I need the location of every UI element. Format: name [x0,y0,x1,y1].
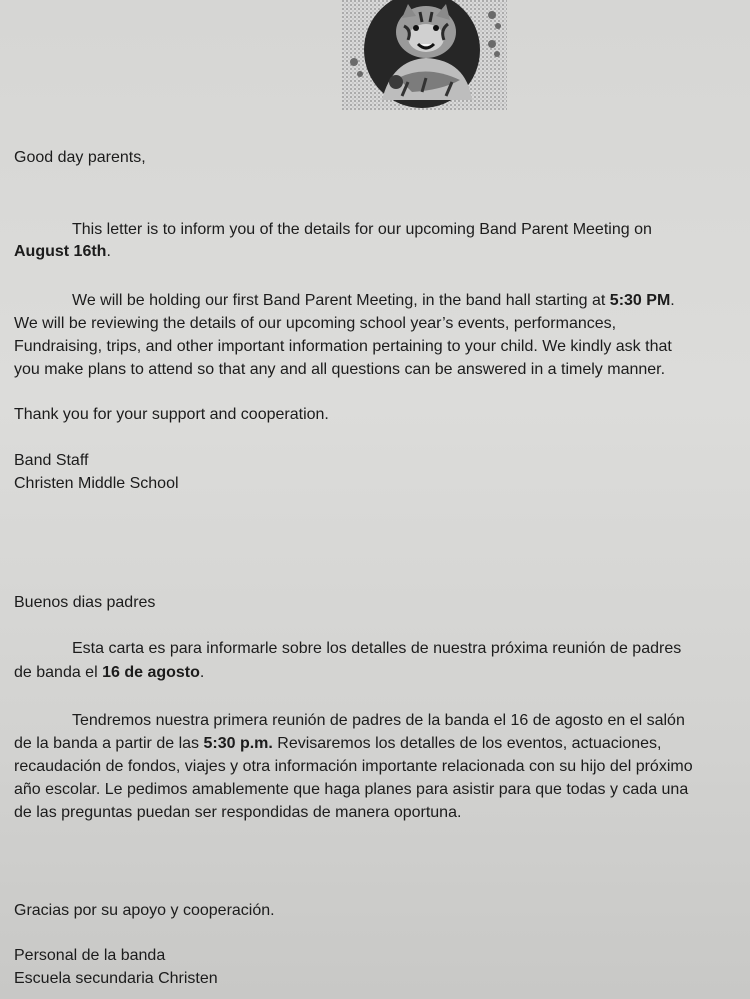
para1-en-line2 [14,242,111,262]
signature-en-line2: Christen Middle School [14,475,179,492]
thanks-en: Thank you for your support and cooperation. [14,406,329,423]
tiger-mascot-logo [342,0,507,110]
para2-es-line2 [14,734,661,754]
para2-en-line2: We will be reviewing the details of our upcoming school year’s events, performances, [14,315,617,332]
para1-en-line1: This letter is to inform you of the details for our upcoming Band Parent Meeting on [72,221,652,238]
para2-es-line5: de las preguntas puedan ser respondidas de manera oportuna. [14,804,462,821]
para1-es-line1: Esta carta es para informarle sobre los detalles de nuestra próxima reunión de padres [72,640,682,657]
para2-es-line2-pre: de la banda a partir de las [14,735,204,752]
para2-es-line1: Tendremos nuestra primera reunión de padres de la banda el 16 de agosto en el salón [72,712,685,729]
para2-es-line3: recaudación de fondos, viajes y otra información importante relacionada con su hijo del próximo [14,758,693,775]
signature-en-line1: Band Staff [14,452,89,469]
para1-en-end: . [106,243,111,260]
para2-es-line2-post: Revisaremos los detalles de los eventos, actuaciones, [272,735,662,752]
thanks-es: Gracias por su apoyo y cooperación. [14,902,275,919]
greeting-en: Good day parents, [14,149,146,166]
para2-en-line4: you make plans to attend so that any and all questions can be answered in a timely manner. [14,361,666,378]
para2-en-line1-end: . [670,292,675,309]
para2-en-line3: Fundraising, trips, and other important information pertaining to your child. We kindly ask that [14,338,672,355]
meeting-date-en: August 16th [14,243,107,260]
meeting-time-en: 5:30 PM [609,292,671,309]
para2-es-line4: año escolar. Le pedimos amablemente que haga planes para asistir para que todas y cada una [14,781,689,798]
greeting-es: Buenos dias padres [14,594,156,611]
para2-en-line1-text: We will be holding our first Band Parent Meeting, in the band hall starting at [72,292,610,309]
para1-es-line2 [14,663,204,683]
signature-es-line2: Escuela secundaria Christen [14,970,218,987]
signature-es-line1: Personal de la banda [14,947,166,964]
para1-es-end: . [199,664,205,681]
para2-en-line1 [72,291,675,311]
meeting-date-es: 16 de agosto [102,664,200,681]
para1-es-line2-text: de banda el [14,664,103,681]
meeting-time-es: 5:30 p.m. [203,735,273,752]
